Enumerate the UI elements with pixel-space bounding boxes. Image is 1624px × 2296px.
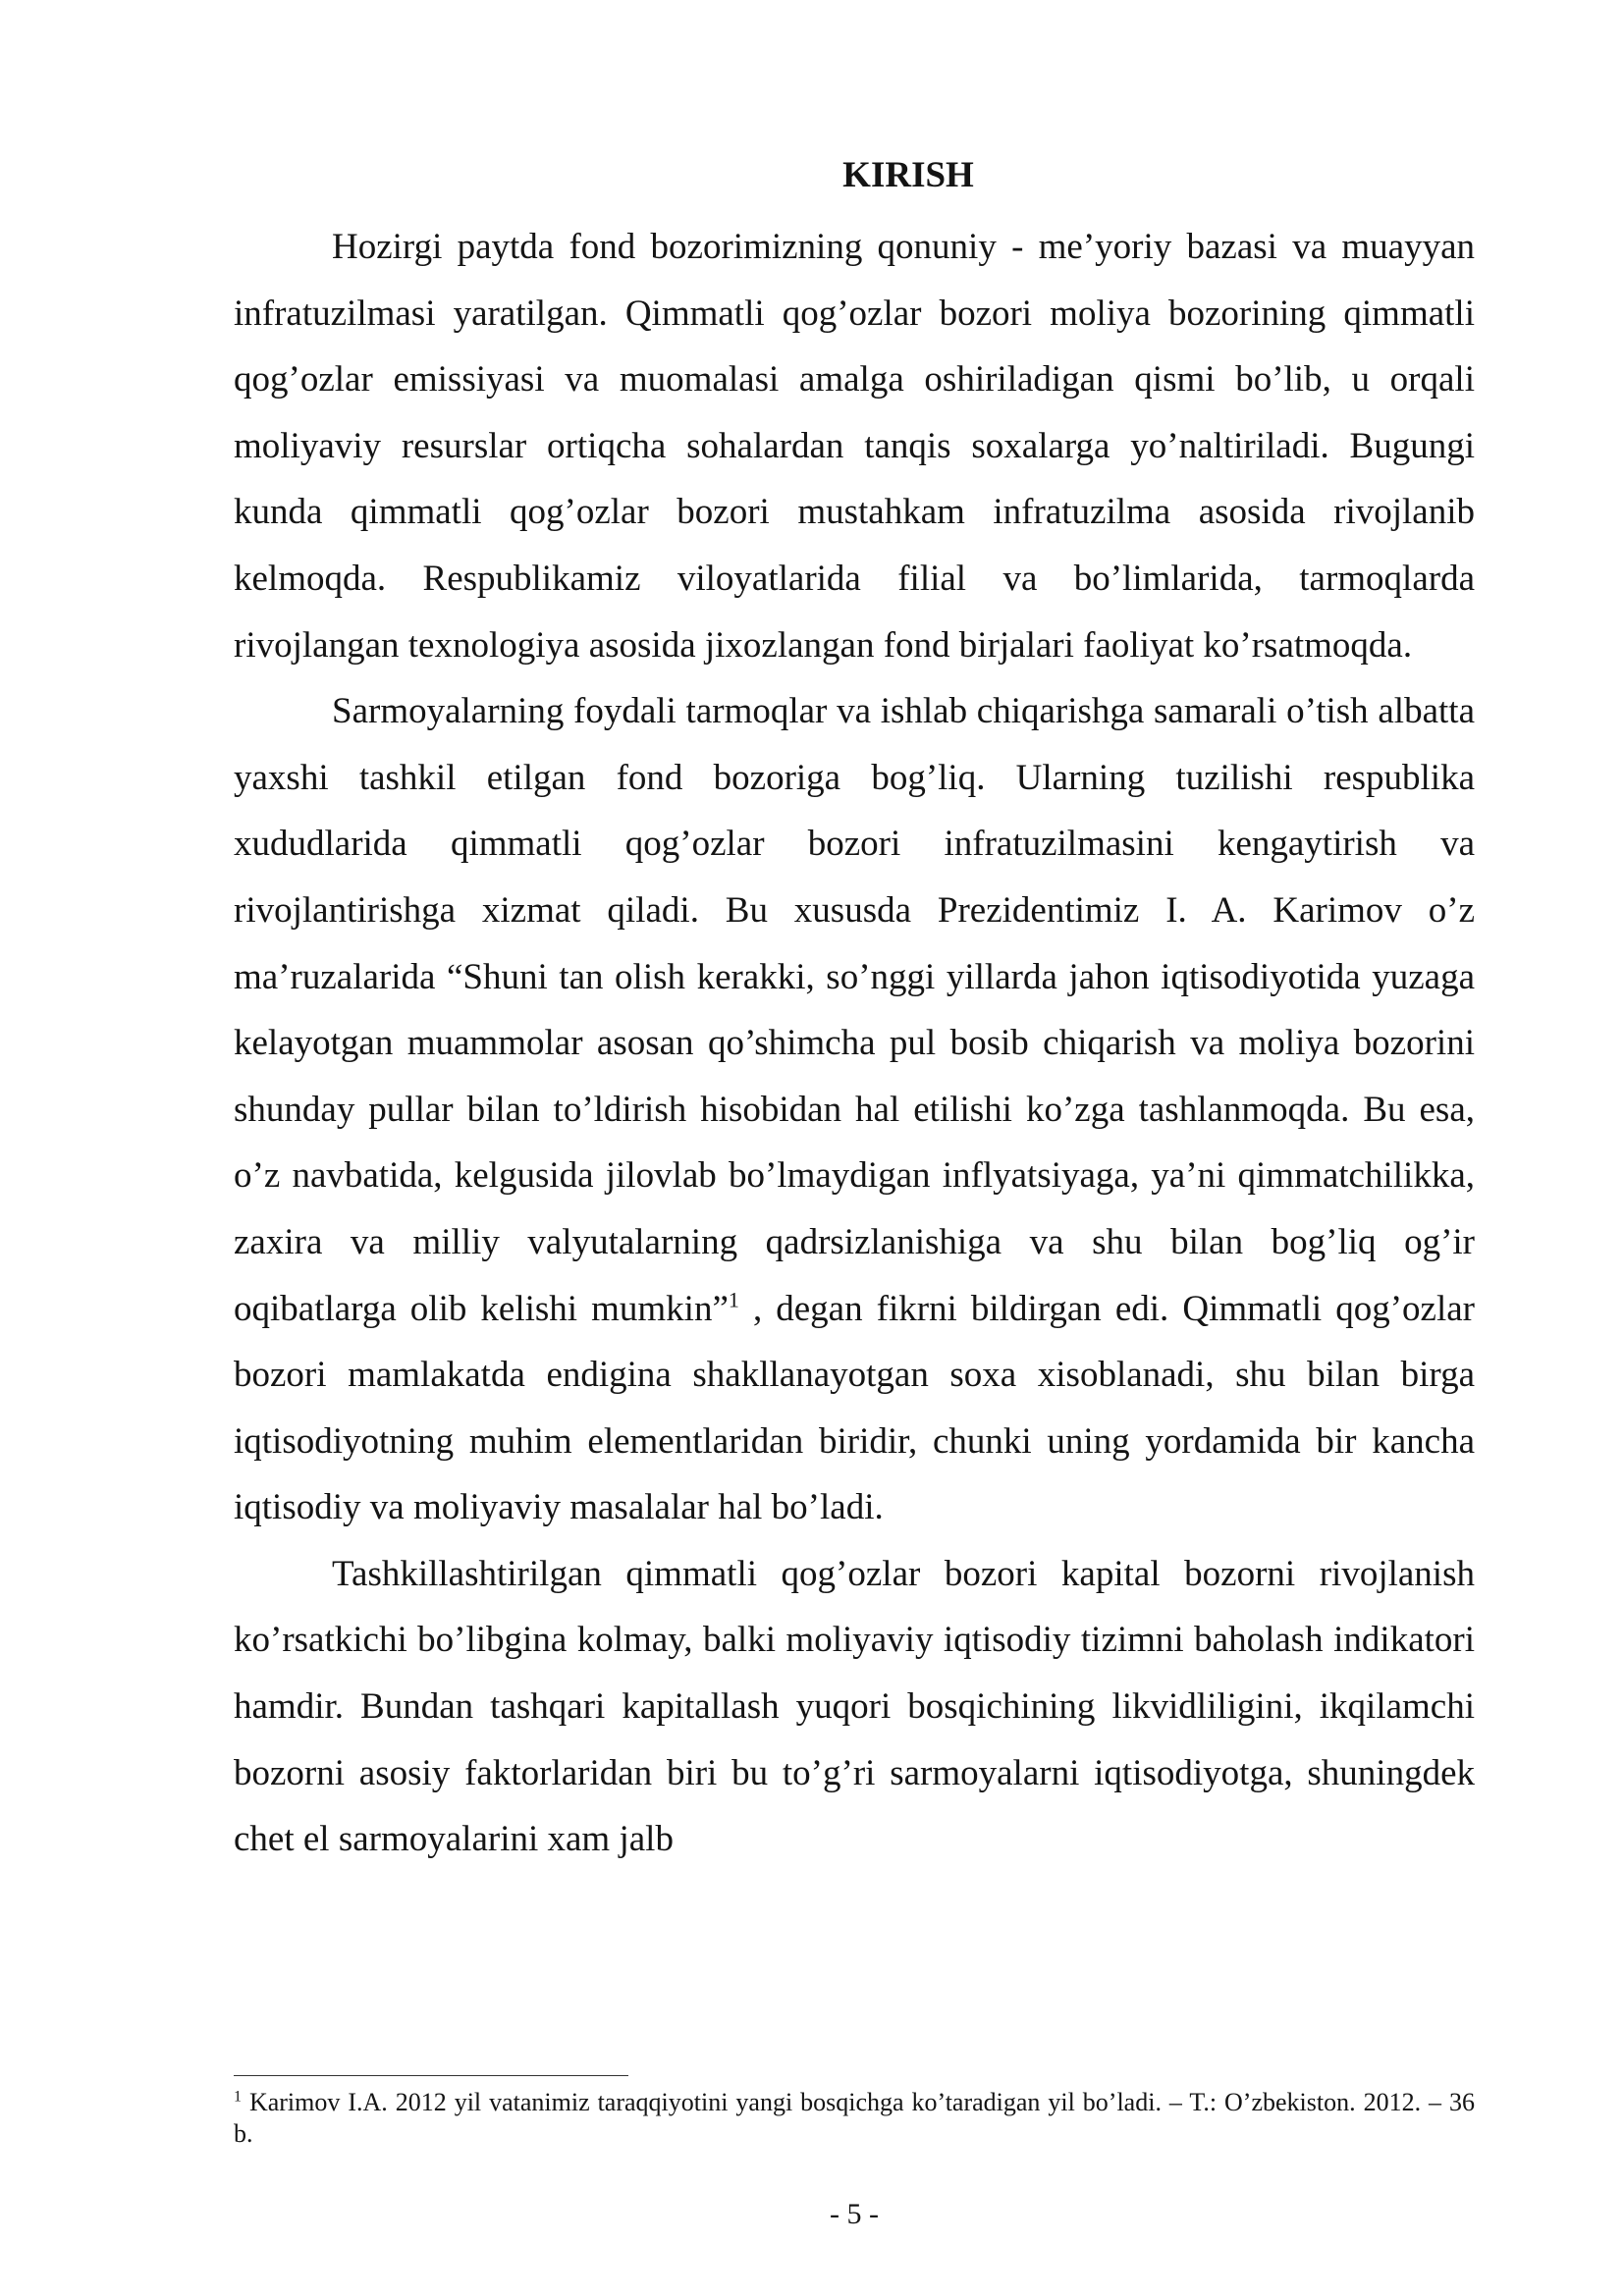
paragraph-1: Hozirgi paytda fond bozorimizning qonuniy - me’yoriy bazasi va muayyan infratuzilmasi yaratilgan. Qimmatli qog’ozlar bozori moliya bozorining qimmatli qog’ozlar emissiyasi va muomalasi amalga oshiriladigan qismi bo’lib, u orqali moliyaviy resurslar ortiqcha sohalardan tanqis soxalarga yo’naltiriladi. Bugungi kunda qimmatli qog’ozlar bozori mustahkam infratuzilma asosida rivojlanib kelmoqda. Respublikamiz viloyatlarida filial va bo’limlarida, tarmoqlarda rivojlangan texnologiya asosida jixozlangan fond birjalari faoliyat ko’rsatmoqda. bbox=[234, 227, 1475, 666]
footnote-divider bbox=[234, 2075, 628, 2076]
body-text bbox=[234, 214, 1475, 1873]
paragraph-3: Tashkillashtirilgan qimmatli qog’ozlar bozori kapital bozorni rivojlanish ko’rsatkichi bo’libgina kolmay, balki moliyaviy iqtisodiy tizimni baholash indikatori hamdir. Bundan tashqari kapitallash yuqori bosqichining likvidliligini, ikqilamchi bozorni asosiy faktorlaridan biri bu to’g’ri sarmoyalarni iqtisodiyotga, shuningdek chet el sarmoyalarini xam jalb bbox=[234, 1553, 1475, 1860]
paragraph-2-text-before-note: Sarmoyalarning foydali tarmoqlar va ishlab chiqarishga samarali o’tish albatta yaxshi tashkil etilgan fond bozoriga bog’liq. Ularning tuzilishi respublika xududlarida qimmatli qog’ozlar bozori infratuzilmasini kengaytirish va rivojlantirishga xizmat qiladi. Bu xususda Prezidentimiz I. A. Karimov o’z ma’ruzalarida “Shuni tan olish kerakki, so’nggi yillarda jahon iqtisodiyotida yuzaga kelayotgan muammolar asosan qo’shimcha pul bosib chiqarish va moliya bozorini shunday pullar bilan to’ldirish hisobidan hal etilishi ko’zga tashlanmoqda. Bu esa, o’z navbatida, kelgusida jilovlab bo’lmaydigan inflyatsiyaga, ya’ni qimmatchilikka, zaxira va milliy valyutalarning qadrsizlanishiga va shu bilan bog’liq og’ir oqibatlarga olib kelishi mumkin” bbox=[234, 691, 1475, 1329]
footnote-marker: 1 bbox=[234, 2088, 242, 2106]
page-number: - 5 - bbox=[830, 2198, 879, 2230]
footnote-text: Karimov I.A. 2012 yil vatanimiz taraqqiyotini yangi bosqichga ko’taradigan yil bo’ladi. – T.: O’zbekiston. 2012. – 36 b. bbox=[234, 2088, 1475, 2148]
paragraph-2 bbox=[234, 678, 1475, 1541]
page-title-text: KIRISH bbox=[842, 155, 974, 195]
footnote bbox=[234, 2087, 1475, 2150]
footnote-reference[interactable]: 1 bbox=[728, 1287, 739, 1312]
paragraph-2-text-after-note: , degan fikrni bildirgan edi. Qimmatli qog’ozlar bozori mamlakatda endigina shakllanayotgan soxa xisoblanadi, shu bilan birga iqtisodiyotning muhim elementlaridan biridir, chunki uning yordamida bir kancha iqtisodiy va moliyaviy masalalar hal bo’ladi. bbox=[234, 1288, 1475, 1528]
page-title bbox=[234, 153, 1475, 198]
